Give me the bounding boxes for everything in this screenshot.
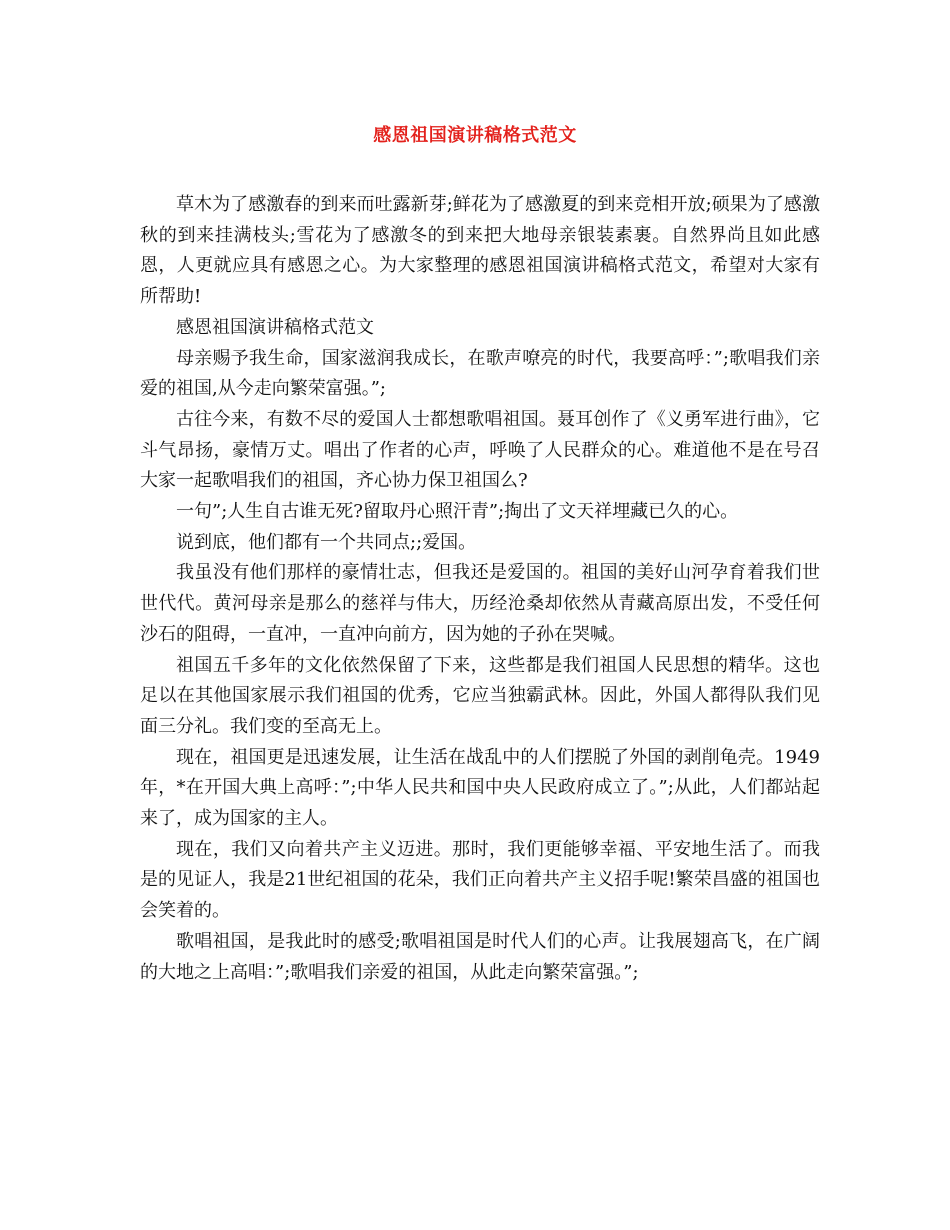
paragraph: 一句”;人生自古谁无死?留取丹心照汗青”;掏出了文天祥埋藏已久的心。 [176, 501, 739, 523]
paragraph: 古往今来，有数不尽的爱国人士都想歌唱祖国。聂耳创作了《义勇军进行曲》，它斗气昂扬，豪情万丈。唱出了作者的心声，呼唤了人民群众的心。难道他不是在号召大家一起歌唱我们的祖国，齐心协力保卫祖国么? [140, 408, 820, 492]
paragraph: 祖国五千多年的文化依然保留了下来，这些都是我们祖国人民思想的精华。这也足以在其他国家展示我们祖国的优秀，它应当独霸武林。因此，外国人都得队我们见面三分礼。我们变的至高无上。 [140, 654, 820, 737]
paragraph: 母亲赐予我生命，国家滋润我成长，在歌声嘹亮的时代，我要高呼：”;歌唱我们亲爱的祖国,从今走向繁荣富强。”; [140, 347, 820, 400]
paragraph: 现在，祖国更是迅速发展，让生活在战乱中的人们摆脱了外国的剥削龟壳。1949年，*在开国大典上高呼：”;中华人民共和国中央人民政府成立了。”;从此，人们都站起来了，成为国家的主人。 [140, 746, 820, 830]
paragraph: 说到底，他们都有一个共同点;;爱国。 [176, 531, 477, 553]
paragraph: 感恩祖国演讲稿格式范文 [176, 316, 374, 338]
paragraph: 草木为了感激春的到来而吐露新芽;鲜花为了感激夏的到来竞相开放;硕果为了感激秋的到来挂满枝头;雪花为了感激冬的到来把大地母亲银装素裹。自然界尚且如此感恩，人更就应具有感恩之心。为大家整理的感恩祖国演讲稿格式范文，希望对大家有所帮助! [140, 194, 820, 308]
paragraph: 现在，我们又向着共产主义迈进。那时，我们更能够幸福、平安地生活了。而我是的见证人，我是21世纪祖国的花朵，我们正向着共产主义招手呢!繁荣昌盛的祖国也会笑着的。 [140, 838, 820, 922]
paragraph: 歌唱祖国，是我此时的感受;歌唱祖国是时代人们的心声。让我展翅高飞，在广阔的大地之上高唱：”;歌唱我们亲爱的祖国，从此走向繁荣富强。”; [140, 930, 820, 983]
paragraph: 我虽没有他们那样的豪情壮志，但我还是爱国的。祖国的美好山河孕育着我们世世代代。黄河母亲是那么的慈祥与伟大，历经沧桑却依然从青藏高原出发，不受任何沙石的阻碍，一直冲，一直冲向前方，因为她的子孙在哭喊。 [140, 562, 820, 645]
document-body [140, 190, 820, 988]
document-title: 感恩祖国演讲稿格式范文 [373, 125, 577, 146]
